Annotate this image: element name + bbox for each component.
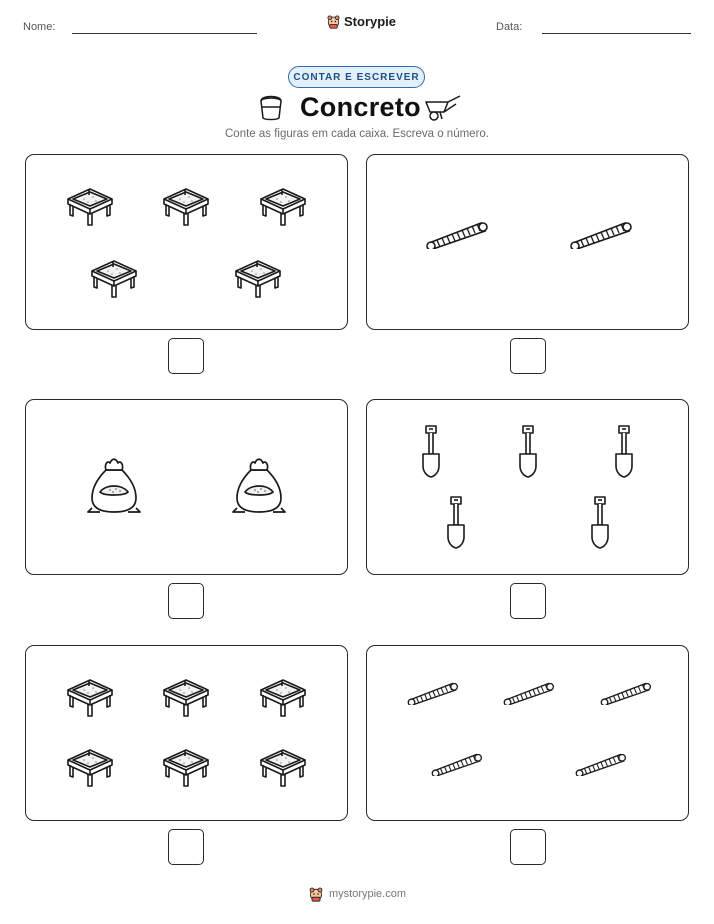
sandbox-frame-icon xyxy=(64,181,116,227)
wheelbarrow-icon xyxy=(424,92,462,122)
date-label: Data: xyxy=(496,21,523,33)
count-box-4 xyxy=(366,399,689,575)
sandbox-frame-icon xyxy=(257,742,309,788)
cement-bag-icon xyxy=(86,456,142,516)
activity-badge: CONTAR E ESCREVER xyxy=(288,66,425,88)
instructions: Conte as figuras em cada caixa. Escreva o número. xyxy=(225,128,489,140)
page-title: Concreto xyxy=(300,92,421,122)
mascot-icon xyxy=(308,886,324,902)
sandbox-frame-icon xyxy=(160,672,212,718)
rebar-icon xyxy=(423,219,489,249)
answer-box-1[interactable] xyxy=(168,338,204,374)
count-box-3 xyxy=(25,399,348,575)
shovel-icon xyxy=(588,495,612,549)
count-box-6 xyxy=(366,645,689,821)
sandbox-frame-icon xyxy=(257,672,309,718)
answer-box-4[interactable] xyxy=(510,583,546,619)
answer-box-3[interactable] xyxy=(168,583,204,619)
name-label: Nome: xyxy=(23,21,56,33)
answer-box-6[interactable] xyxy=(510,829,546,865)
answer-box-2[interactable] xyxy=(510,338,546,374)
brand-logo xyxy=(326,14,396,29)
rebar-icon xyxy=(405,680,459,705)
sandbox-frame-icon xyxy=(64,742,116,788)
sandbox-frame-icon xyxy=(232,253,284,299)
answer-box-5[interactable] xyxy=(168,829,204,865)
sandbox-frame-icon xyxy=(160,742,212,788)
rebar-icon xyxy=(501,680,555,705)
sandbox-frame-icon xyxy=(160,181,212,227)
rebar-icon xyxy=(429,751,483,776)
footer xyxy=(0,886,714,902)
brand-name: Storypie xyxy=(344,14,397,29)
shovel-icon xyxy=(516,424,540,478)
count-box-2 xyxy=(366,154,689,330)
bucket-icon xyxy=(256,92,286,122)
sandbox-frame-icon xyxy=(64,672,116,718)
mascot-icon xyxy=(326,14,341,29)
footer-site: mystorypie.com xyxy=(328,888,407,900)
sandbox-frame-icon xyxy=(88,253,140,299)
sandbox-frame-icon xyxy=(257,181,309,227)
shovel-icon xyxy=(419,424,443,478)
rebar-icon xyxy=(567,219,633,249)
name-field[interactable] xyxy=(72,33,257,34)
count-box-1 xyxy=(25,154,348,330)
shovel-icon xyxy=(612,424,636,478)
rebar-icon xyxy=(573,751,627,776)
date-field[interactable] xyxy=(542,33,691,34)
rebar-icon xyxy=(598,680,652,705)
shovel-icon xyxy=(444,495,468,549)
cement-bag-icon xyxy=(231,456,287,516)
count-box-5 xyxy=(25,645,348,821)
